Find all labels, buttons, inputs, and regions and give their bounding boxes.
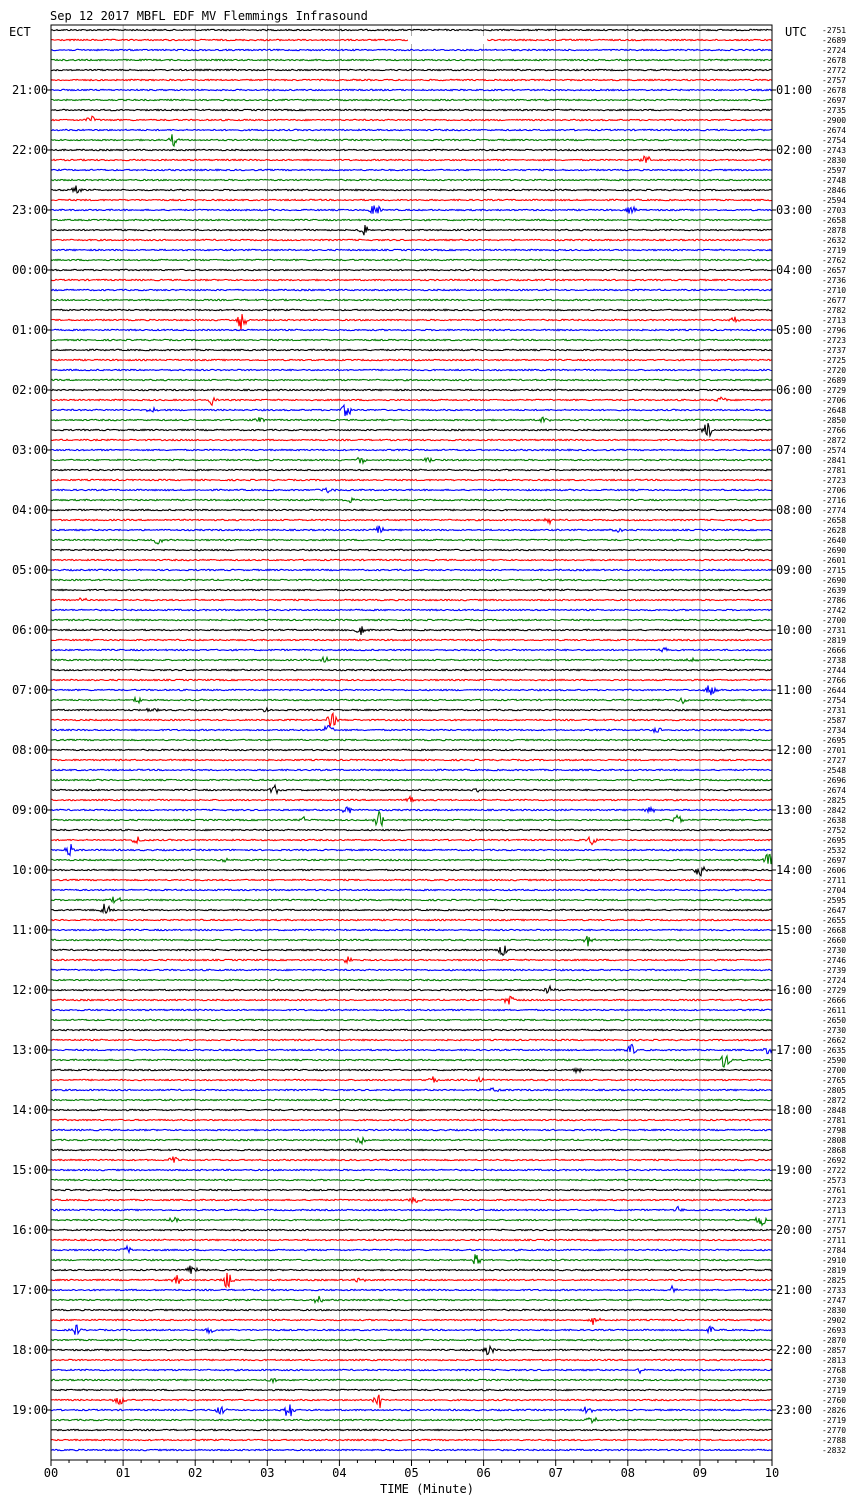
trace-offset-label: -2692: [822, 1156, 847, 1165]
x-tick-label: 09: [692, 1466, 708, 1480]
trace-offset-label: -2781: [822, 466, 847, 475]
trace-offset-label: -2742: [822, 606, 847, 615]
x-tick-label: 05: [404, 1466, 419, 1480]
seismic-trace: [51, 449, 772, 450]
trace-offset-label: -2632: [822, 236, 847, 245]
seismic-trace: [51, 797, 772, 802]
trace-offset-label: -2693: [822, 1326, 847, 1335]
trace-offset-label: -2710: [822, 286, 847, 295]
trace-offset-label: -2715: [822, 566, 847, 575]
left-hour-label: 10:00: [12, 863, 49, 877]
trace-offset-label: -2658: [822, 216, 847, 225]
trace-offset-label: -2573: [822, 1176, 847, 1185]
right-time-axis: [772, 83, 812, 1417]
seismic-trace: [51, 1359, 772, 1360]
trace-offset-label: -2660: [822, 936, 847, 945]
trace-offset-label: -2761: [822, 1186, 847, 1195]
trace-gap: [408, 36, 487, 44]
seismic-trace: [51, 109, 772, 110]
trace-offset-label: -2754: [822, 696, 847, 705]
trace-offset-label: -2697: [822, 96, 847, 105]
x-axis: [44, 1460, 779, 1480]
right-hour-label: 11:00: [776, 683, 813, 697]
trace-offset-label: -2830: [822, 156, 847, 165]
right-hour-label: 16:00: [776, 983, 813, 997]
trace-offset-label: -2640: [822, 536, 847, 545]
trace-offset-label: -2644: [822, 686, 847, 695]
trace-offset-label: -2825: [822, 796, 847, 805]
trace-offset-label: -2900: [822, 116, 847, 125]
trace-offset-label: -2850: [822, 416, 847, 425]
trace-offset-label: -2689: [822, 36, 847, 45]
trace-offset-label: -2729: [822, 386, 847, 395]
trace-offset-label: -2724: [822, 976, 847, 985]
trace-offset-label: -2689: [822, 376, 847, 385]
seismic-trace: [51, 639, 772, 640]
trace-offset-label: -2731: [822, 706, 847, 715]
trace-offset-label: -2774: [822, 506, 847, 515]
right-hour-label: 23:00: [776, 1403, 813, 1417]
trace-offset-label: -2700: [822, 1066, 847, 1075]
trace-offset-label: -2743: [822, 146, 847, 155]
right-hour-label: 03:00: [776, 203, 813, 217]
seismic-trace: [51, 359, 772, 360]
seismic-trace: [51, 769, 772, 770]
trace-offset-label: -2674: [822, 126, 847, 135]
trace-offset-label: -2765: [822, 1076, 847, 1085]
trace-offset-label: -2751: [822, 26, 847, 35]
seismic-trace: [51, 379, 772, 380]
trace-offset-label: -2762: [822, 256, 847, 265]
left-hour-label: 01:00: [12, 323, 49, 337]
left-hour-label: 13:00: [12, 1043, 49, 1057]
trace-offset-label: -2910: [822, 1256, 847, 1265]
trace-offset-label: -2730: [822, 946, 847, 955]
trace-offset-label: -2805: [822, 1086, 847, 1095]
trace-offset-label: -2723: [822, 476, 847, 485]
trace-offset-label: -2725: [822, 356, 847, 365]
seismic-trace: [51, 299, 772, 300]
left-hour-label: 07:00: [12, 683, 49, 697]
trace-offset-label: -2711: [822, 876, 847, 885]
left-hour-label: 17:00: [12, 1283, 49, 1297]
trace-offset-label: -2690: [822, 546, 847, 555]
x-tick-label: 07: [548, 1466, 563, 1480]
trace-offset-label: -2574: [822, 446, 847, 455]
trace-offset-label: -2846: [822, 186, 847, 195]
seismic-trace: [51, 679, 772, 680]
x-tick-label: 08: [620, 1466, 636, 1480]
x-tick-label: 00: [43, 1466, 59, 1480]
trace-offset-label: -2638: [822, 816, 847, 825]
trace-offset-label: -2868: [822, 1146, 847, 1155]
trace-offset-label: -2548: [822, 766, 847, 775]
right-hour-label: 09:00: [776, 563, 813, 577]
trace-offset-label: -2657: [822, 266, 847, 275]
trace-offset-label: -2747: [822, 1296, 847, 1305]
trace-offset-label: -2872: [822, 1096, 847, 1105]
trace-offset-label: -2808: [822, 1136, 847, 1145]
trace-offset-label: -2706: [822, 396, 847, 405]
trace-offset-label: -2668: [822, 926, 847, 935]
x-tick-label: 01: [115, 1466, 131, 1480]
trace-offset-label: -2724: [822, 46, 847, 55]
left-hour-label: 22:00: [12, 143, 49, 157]
trace-offset-label: -2719: [822, 1386, 847, 1395]
trace-offset-label: -2733: [822, 1286, 847, 1295]
trace-offset-label: -2601: [822, 556, 847, 565]
trace-offset-label: -2711: [822, 1236, 847, 1245]
trace-offset-label: -2719: [822, 1416, 847, 1425]
left-hour-label: 12:00: [12, 983, 49, 997]
left-hour-label: 00:00: [12, 263, 49, 277]
x-tick-label: 02: [187, 1466, 203, 1480]
trace-offset-label: -2746: [822, 956, 847, 965]
left-hour-label: 14:00: [12, 1103, 49, 1117]
left-hour-label: 06:00: [12, 623, 49, 637]
trace-offset-label: -2662: [822, 1036, 847, 1045]
right-hour-label: 05:00: [776, 323, 813, 337]
trace-offset-label: -2739: [822, 966, 847, 975]
trace-offset-label: -2720: [822, 366, 847, 375]
trace-offset-label: -2713: [822, 316, 847, 325]
trace-offset-label: -2635: [822, 1046, 847, 1055]
seismic-trace: [51, 1169, 772, 1170]
right-hour-label: 13:00: [776, 803, 813, 817]
trace-offset-label: -2760: [822, 1396, 847, 1405]
trace-offset-labels: [822, 26, 846, 1455]
right-hour-label: 06:00: [776, 383, 813, 397]
x-tick-label: 04: [332, 1466, 347, 1480]
trace-offset-label: -2628: [822, 526, 847, 535]
trace-offset-label: -2666: [822, 646, 847, 655]
trace-offset-label: -2594: [822, 196, 847, 205]
trace-offset-label: -2781: [822, 1116, 847, 1125]
trace-offset-label: -2730: [822, 1026, 847, 1035]
left-hour-label: 16:00: [12, 1223, 49, 1237]
trace-offset-label: -2606: [822, 866, 847, 875]
trace-offset-label: -2700: [822, 616, 847, 625]
trace-offset-label: -2737: [822, 346, 847, 355]
trace-offset-label: -2678: [822, 86, 847, 95]
x-tick-label: 10: [764, 1466, 780, 1480]
seismic-trace: [51, 389, 772, 390]
trace-offset-label: -2878: [822, 226, 847, 235]
seismic-trace: [51, 1239, 772, 1240]
trace-offset-label: -2690: [822, 576, 847, 585]
right-hour-label: 18:00: [776, 1103, 813, 1117]
trace-offset-label: -2738: [822, 656, 847, 665]
trace-offset-label: -2752: [822, 826, 847, 835]
right-hour-label: 04:00: [776, 263, 813, 277]
trace-offset-label: -2695: [822, 736, 847, 745]
trace-offset-label: -2902: [822, 1316, 847, 1325]
seismic-trace: [51, 1309, 772, 1310]
seismic-trace: [51, 1009, 772, 1010]
right-hour-label: 07:00: [776, 443, 813, 457]
page-title: Sep 12 2017 MBFL EDF MV Flemmings Infrasound: [50, 9, 368, 23]
trace-offset-label: -2723: [822, 336, 847, 345]
seismic-trace: [51, 549, 772, 550]
trace-offset-label: -2848: [822, 1106, 847, 1115]
trace-offset-label: -2719: [822, 246, 847, 255]
trace-offset-label: -2796: [822, 326, 847, 335]
right-hour-label: 12:00: [776, 743, 813, 757]
trace-offset-label: -2830: [822, 1306, 847, 1315]
trace-offset-label: -2597: [822, 166, 847, 175]
left-hour-label: 18:00: [12, 1343, 49, 1357]
right-hour-label: 08:00: [776, 503, 813, 517]
x-tick-label: 03: [260, 1466, 275, 1480]
left-hour-label: 15:00: [12, 1163, 49, 1177]
trace-offset-label: -2697: [822, 856, 847, 865]
left-hour-label: 04:00: [12, 503, 49, 517]
seismic-trace: [51, 1179, 772, 1180]
trace-offset-label: -2647: [822, 906, 847, 915]
left-hour-label: 19:00: [12, 1403, 49, 1417]
right-hour-label: 15:00: [776, 923, 813, 937]
right-hour-label: 14:00: [776, 863, 813, 877]
trace-offset-label: -2695: [822, 836, 847, 845]
trace-offset-label: -2819: [822, 1266, 847, 1275]
seismic-trace: [51, 69, 772, 70]
trace-offset-label: -2757: [822, 1226, 847, 1235]
trace-offset-label: -2841: [822, 456, 847, 465]
trace-offset-label: -2744: [822, 666, 847, 675]
right-hour-label: 21:00: [776, 1283, 813, 1297]
left-hour-label: 05:00: [12, 563, 49, 577]
left-time-axis: [12, 83, 51, 1417]
trace-offset-label: -2825: [822, 1276, 847, 1285]
seismic-trace: [51, 169, 772, 170]
trace-offset-label: -2731: [822, 626, 847, 635]
seismic-trace: [51, 1129, 772, 1130]
seismic-trace: [51, 199, 772, 200]
x-tick-label: 06: [476, 1466, 491, 1480]
left-hour-label: 11:00: [12, 923, 49, 937]
seismic-trace: [51, 1149, 772, 1150]
trace-offset-label: -2771: [822, 1216, 847, 1225]
trace-offset-label: -2730: [822, 1376, 847, 1385]
right-hour-label: 10:00: [776, 623, 813, 637]
trace-offset-label: -2666: [822, 996, 847, 1005]
trace-offset-label: -2677: [822, 296, 847, 305]
trace-offset-label: -2722: [822, 1166, 847, 1175]
right-hour-label: 22:00: [776, 1343, 813, 1357]
seismic-trace: [51, 479, 772, 480]
trace-offset-label: -2754: [822, 136, 847, 145]
trace-offset-label: -2678: [822, 56, 847, 65]
trace-offset-label: -2590: [822, 1056, 847, 1065]
trace-offset-label: -2782: [822, 306, 847, 315]
trace-offset-label: -2748: [822, 176, 847, 185]
trace-offset-label: -2611: [822, 1006, 847, 1015]
trace-offset-label: -2716: [822, 496, 847, 505]
trace-offset-label: -2704: [822, 886, 847, 895]
trace-offset-label: -2770: [822, 1426, 847, 1435]
trace-offset-label: -2798: [822, 1126, 847, 1135]
trace-offset-label: -2768: [822, 1366, 847, 1375]
trace-offset-label: -2766: [822, 426, 847, 435]
trace-offset-label: -2857: [822, 1346, 847, 1355]
seismic-trace: [51, 919, 772, 920]
left-hour-label: 09:00: [12, 803, 49, 817]
trace-offset-label: -2532: [822, 846, 847, 855]
trace-offset-label: -2870: [822, 1336, 847, 1345]
left-timezone-label: ECT: [9, 25, 31, 39]
trace-offset-label: -2784: [822, 1246, 847, 1255]
trace-offset-label: -2842: [822, 806, 847, 815]
trace-offset-label: -2813: [822, 1356, 847, 1365]
trace-offset-label: -2826: [822, 1406, 847, 1415]
right-hour-label: 02:00: [776, 143, 813, 157]
trace-offset-label: -2872: [822, 436, 847, 445]
seismic-trace: [51, 309, 772, 310]
trace-offset-label: -2772: [822, 66, 847, 75]
trace-offset-label: -2734: [822, 726, 847, 735]
right-hour-label: 20:00: [776, 1223, 813, 1237]
right-timezone-label: UTC: [785, 25, 807, 39]
trace-offset-label: -2729: [822, 986, 847, 995]
left-hour-label: 23:00: [12, 203, 49, 217]
trace-offset-label: -2655: [822, 916, 847, 925]
seismic-trace: [51, 979, 772, 980]
left-hour-label: 21:00: [12, 83, 49, 97]
left-hour-label: 02:00: [12, 383, 49, 397]
left-hour-label: 08:00: [12, 743, 49, 757]
trace-offset-label: -2757: [822, 76, 847, 85]
trace-offset-label: -2788: [822, 1436, 847, 1445]
trace-offset-label: -2648: [822, 406, 847, 415]
trace-offset-label: -2696: [822, 776, 847, 785]
trace-offset-label: -2819: [822, 636, 847, 645]
trace-offset-label: -2658: [822, 516, 847, 525]
trace-offset-label: -2650: [822, 1016, 847, 1025]
trace-offset-label: -2735: [822, 106, 847, 115]
trace-offset-label: -2723: [822, 1196, 847, 1205]
right-hour-label: 01:00: [776, 83, 813, 97]
trace-offset-label: -2639: [822, 586, 847, 595]
trace-offset-label: -2587: [822, 716, 847, 725]
trace-offset-label: -2674: [822, 786, 847, 795]
x-axis-title: TIME (Minute): [380, 1482, 474, 1496]
trace-offset-label: -2701: [822, 746, 847, 755]
trace-offset-label: -2736: [822, 276, 847, 285]
seismic-trace: [51, 239, 772, 240]
left-hour-label: 03:00: [12, 443, 49, 457]
seismic-trace: [51, 79, 772, 80]
trace-offset-label: -2786: [822, 596, 847, 605]
right-hour-label: 19:00: [776, 1163, 813, 1177]
trace-offset-label: -2595: [822, 896, 847, 905]
seismic-trace: [51, 669, 772, 670]
trace-offset-label: -2766: [822, 676, 847, 685]
trace-offset-label: -2706: [822, 486, 847, 495]
trace-offset-label: -2713: [822, 1206, 847, 1215]
right-hour-label: 17:00: [776, 1043, 813, 1057]
trace-offset-label: -2727: [822, 756, 847, 765]
trace-offset-label: -2703: [822, 206, 847, 215]
trace-offset-label: -2832: [822, 1446, 847, 1455]
